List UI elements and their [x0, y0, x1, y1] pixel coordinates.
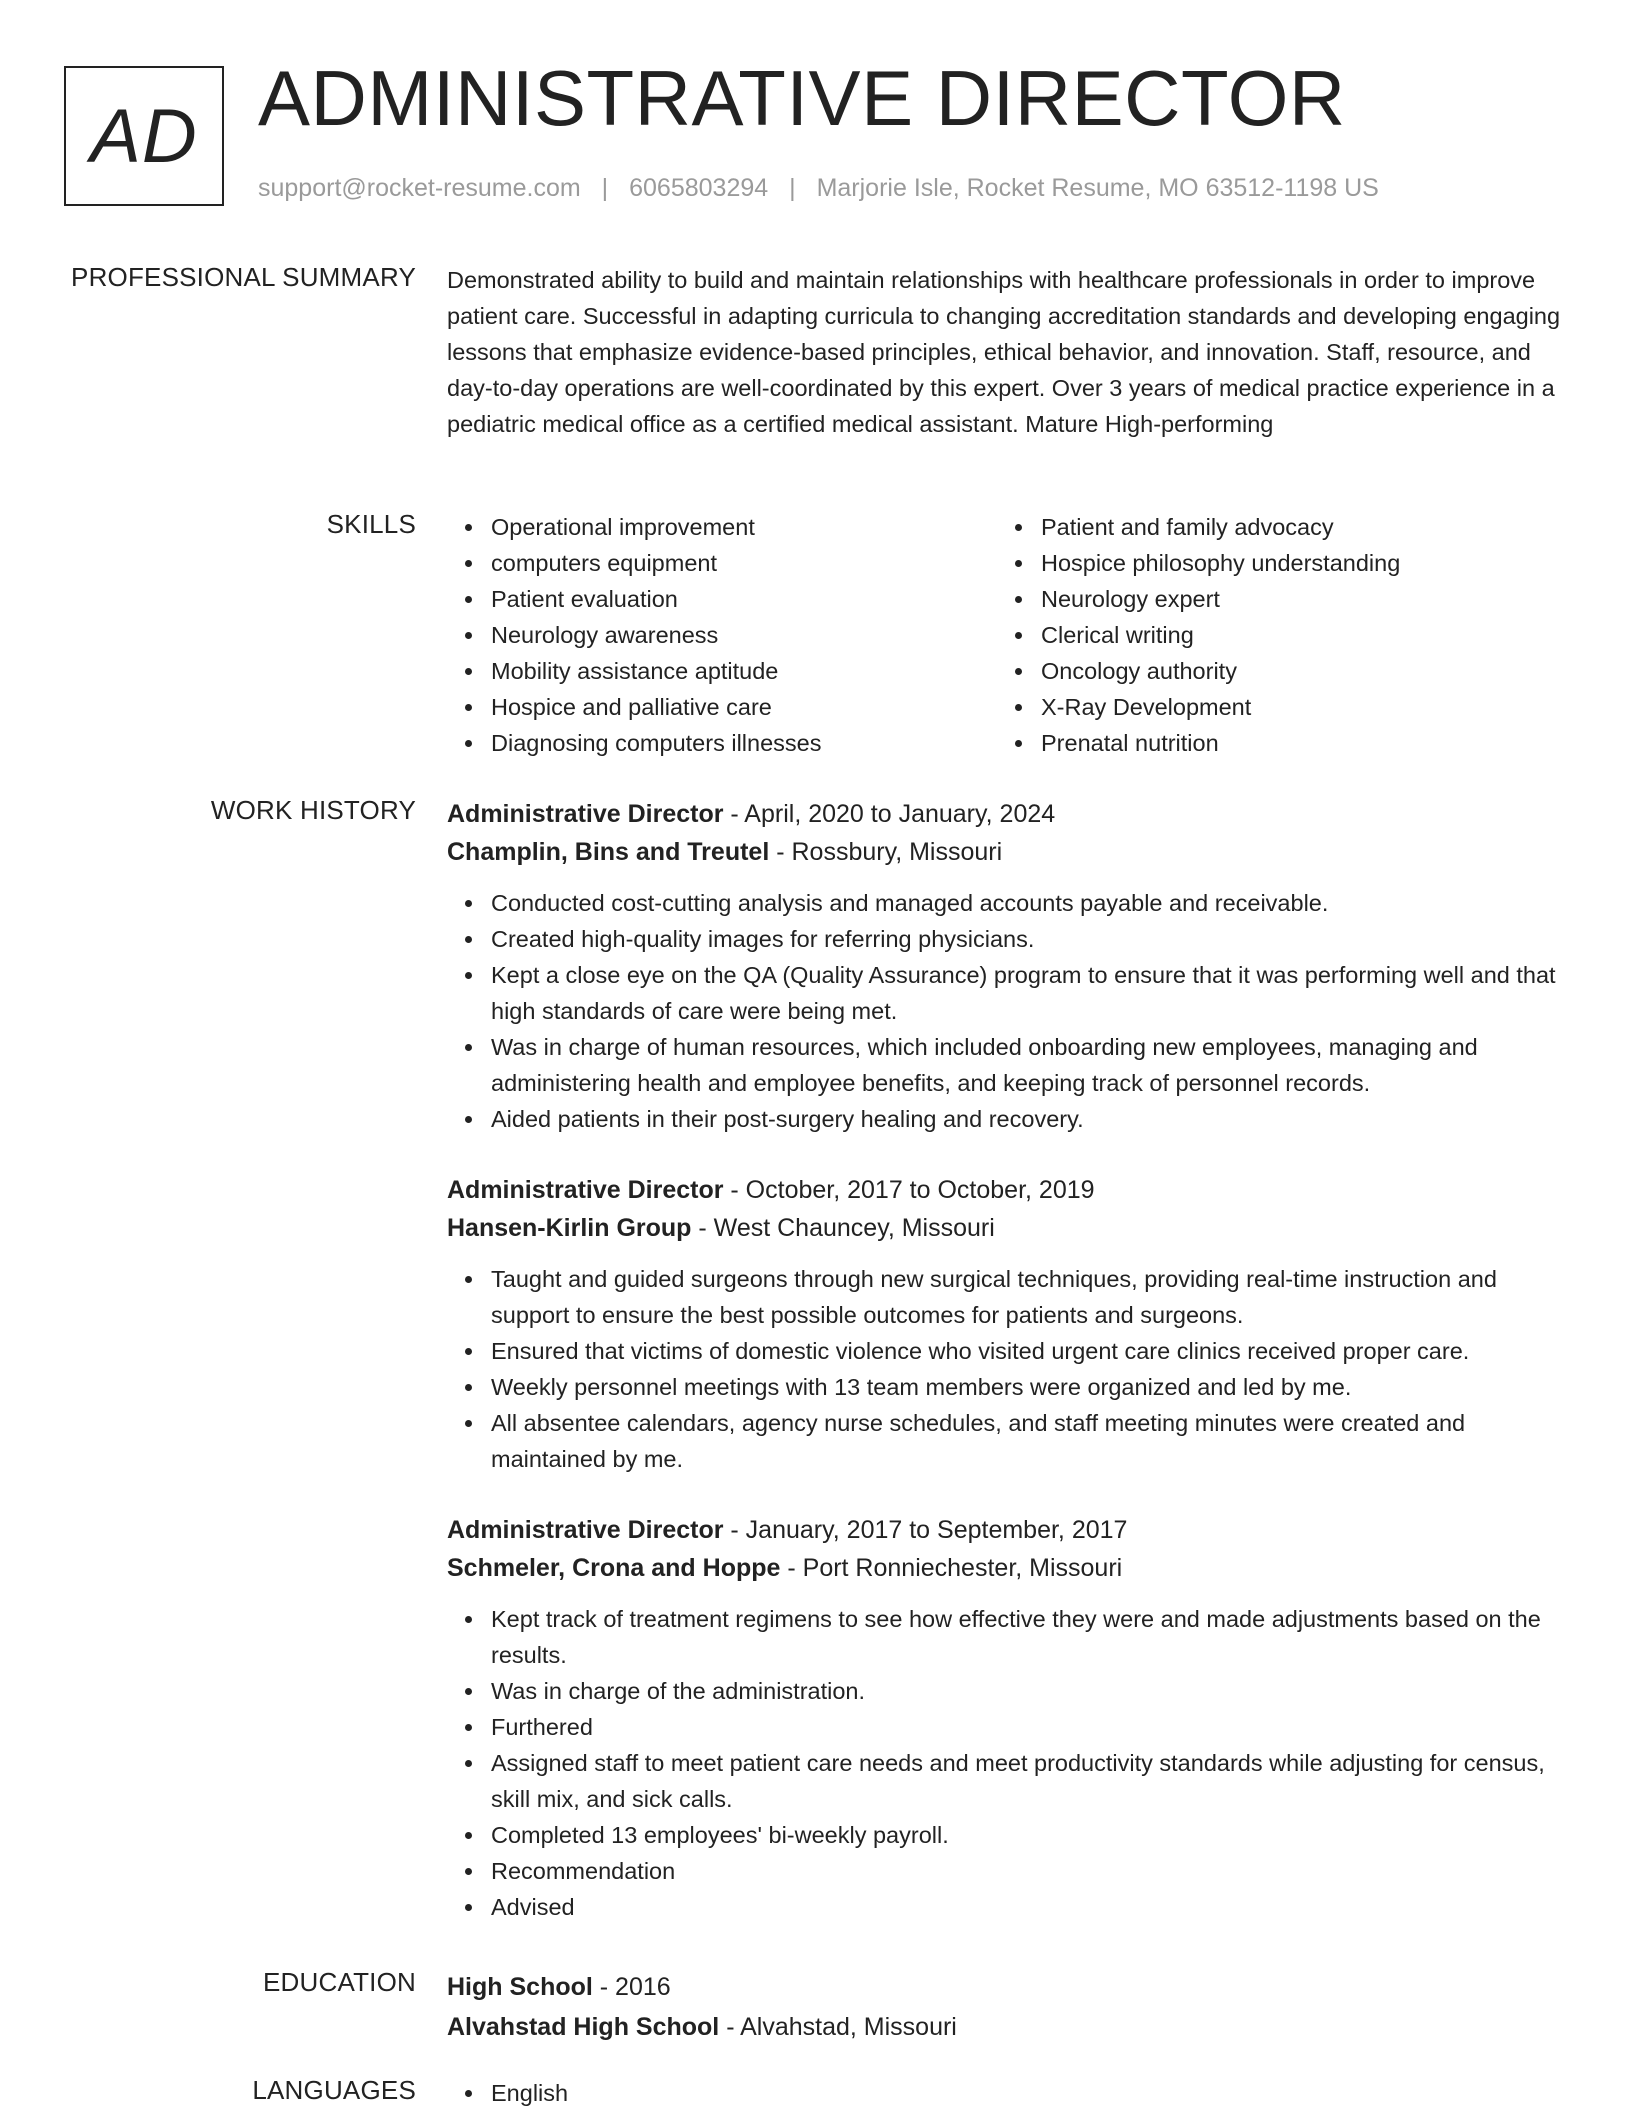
skills-list-left — [447, 509, 997, 761]
contact-address: Marjorie Isle, Rocket Resume, MO 63512-1198 US — [816, 174, 1379, 202]
education-school-line — [447, 2007, 1567, 2047]
languages-body — [447, 2075, 1567, 2111]
job-title-line — [447, 1171, 1567, 1209]
skill-item: Prenatal nutrition — [1041, 725, 1547, 761]
job-company: Hansen-Kirlin Group — [447, 1214, 692, 1242]
work-history-heading: WORK HISTORY — [210, 795, 416, 825]
job-bullet: All absentee calendars, agency nurse schedules, and staff meeting minutes were created and maintained by me. — [491, 1405, 1567, 1477]
job-title: Administrative Director — [447, 1176, 724, 1204]
contact-separator: | — [789, 174, 796, 202]
skill-item: Oncology authority — [1041, 653, 1547, 689]
skills-body — [447, 509, 1567, 761]
job-bullets — [447, 1601, 1567, 1925]
skill-item: Neurology awareness — [491, 617, 997, 653]
summary-text: Demonstrated ability to build and maintain relationships with healthcare professionals in order to improve patient care. Successful in adapting curricula to changing accreditation standards and developing engaging lessons that emphasize evidence-based principles, ethical behavior, and innovation. Staff, resource, and day-to-day operations are well-coordinated by this expert. Over 3 years of medical practice experience in a pediatric medical office as a certified medical assistant. Mature High-performing — [447, 267, 1561, 437]
job-bullet: Kept track of treatment regimens to see how effective they were and made adjustments based on the results. — [491, 1601, 1567, 1673]
languages-heading: LANGUAGES — [252, 2075, 416, 2105]
language-item: English — [491, 2075, 1567, 2111]
summary-heading: PROFESSIONAL SUMMARY — [71, 262, 416, 292]
skill-item: Mobility assistance aptitude — [491, 653, 997, 689]
job-location: - Rossbury, Missouri — [769, 838, 1003, 866]
job-bullet: Advised — [491, 1889, 1567, 1925]
languages-list — [447, 2075, 1567, 2111]
job-bullet: Taught and guided surgeons through new surgical techniques, providing real-time instruction and support to ensure the best possible outcomes for patients and surgeons. — [491, 1261, 1567, 1333]
skill-item: Neurology expert — [1041, 581, 1547, 617]
job-bullet: Ensured that victims of domestic violence who visited urgent care clinics received proper care. — [491, 1333, 1567, 1369]
job-bullets — [447, 885, 1567, 1137]
monogram-initials: AD — [90, 93, 198, 179]
education-body — [447, 1967, 1567, 2047]
job-location: - West Chauncey, Missouri — [691, 1214, 995, 1242]
skill-item: computers equipment — [491, 545, 997, 581]
skill-item: Patient evaluation — [491, 581, 997, 617]
job-dates: - October, 2017 to October, 2019 — [723, 1176, 1095, 1204]
job-company: Schmeler, Crona and Hoppe — [447, 1554, 781, 1582]
job-bullet: Aided patients in their post-surgery healing and recovery. — [491, 1101, 1567, 1137]
education-location: - Alvahstad, Missouri — [719, 2013, 957, 2041]
job-bullet: Kept a close eye on the QA (Quality Assurance) program to ensure that it was performing well and that high standards of care were being met. — [491, 957, 1567, 1029]
job-bullet: Weekly personnel meetings with 13 team members were organized and led by me. — [491, 1369, 1567, 1405]
job-dates: - April, 2020 to January, 2024 — [723, 800, 1056, 828]
job-entry — [447, 795, 1567, 1137]
education-school: Alvahstad High School — [447, 2013, 720, 2041]
job-company-line — [447, 1209, 1567, 1247]
job-bullet: Recommendation — [491, 1853, 1567, 1889]
skill-item: Operational improvement — [491, 509, 997, 545]
skill-item: Hospice and palliative care — [491, 689, 997, 725]
skill-item: Patient and family advocacy — [1041, 509, 1547, 545]
contact-phone: 6065803294 — [629, 174, 769, 202]
job-bullet: Assigned staff to meet patient care needs and meet productivity standards while adjusting for census, skill mix, and sick calls. — [491, 1745, 1567, 1817]
education-degree-line — [447, 1967, 1567, 2007]
skills-heading: SKILLS — [326, 509, 416, 539]
job-entry — [447, 1511, 1567, 1925]
job-bullet: Conducted cost-cutting analysis and managed accounts payable and receivable. — [491, 885, 1567, 921]
job-title: Administrative Director — [447, 800, 724, 828]
job-title-line — [447, 795, 1567, 833]
job-location: - Port Ronniechester, Missouri — [780, 1554, 1123, 1582]
job-bullet: Furthered — [491, 1709, 1567, 1745]
skill-item: Hospice philosophy understanding — [1041, 545, 1547, 581]
job-bullets — [447, 1261, 1567, 1477]
job-company: Champlin, Bins and Treutel — [447, 838, 770, 866]
job-company-line — [447, 833, 1567, 871]
job-company-line — [447, 1549, 1567, 1587]
education-heading: EDUCATION — [263, 1967, 416, 1997]
work-history-body — [447, 795, 1567, 1959]
skills-list-right — [997, 509, 1547, 761]
job-title: Administrative Director — [447, 1516, 724, 1544]
job-bullet: Was in charge of human resources, which included onboarding new employees, managing and administering health and employee benefits, and keeping track of personnel records. — [491, 1029, 1567, 1101]
job-bullet: Completed 13 employees' bi-weekly payroll. — [491, 1817, 1567, 1853]
job-dates: - January, 2017 to September, 2017 — [723, 1516, 1128, 1544]
job-title-line — [447, 1511, 1567, 1549]
skill-item: X-Ray Development — [1041, 689, 1547, 725]
monogram-box — [64, 66, 224, 206]
job-bullet: Was in charge of the administration. — [491, 1673, 1567, 1709]
resume-title: ADMINISTRATIVE DIRECTOR — [258, 54, 1346, 142]
job-entry — [447, 1171, 1567, 1477]
job-bullet: Created high-quality images for referring physicians. — [491, 921, 1567, 957]
skill-item: Diagnosing computers illnesses — [491, 725, 997, 761]
contact-separator: | — [601, 174, 609, 202]
education-year: - 2016 — [592, 1973, 671, 2001]
summary-body — [447, 262, 1567, 442]
skill-item: Clerical writing — [1041, 617, 1547, 653]
contact-line — [258, 174, 1379, 203]
contact-email: support@rocket-resume.com — [258, 174, 581, 202]
education-degree: High School — [447, 1973, 593, 2001]
